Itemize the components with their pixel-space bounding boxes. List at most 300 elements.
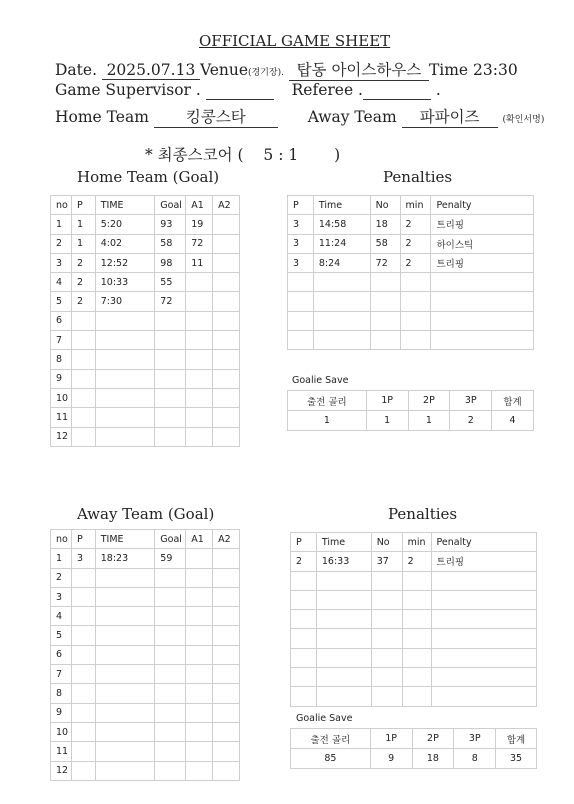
header-cell: 합계 [492,391,534,411]
table-cell [213,761,240,780]
table-cell [71,607,95,626]
table-cell [370,331,400,350]
table-cell: 14:58 [313,215,370,234]
header-cell: Penalty [431,196,534,215]
table-cell [71,626,95,645]
table-row [288,215,534,234]
table-cell [155,427,186,446]
table-cell [155,331,186,350]
home-goals-title: Home Team (Goal) [77,168,220,186]
table-cell [95,703,155,722]
venue-label: Venue [199,61,249,79]
table-cell [155,369,186,388]
table-cell: 5 [51,626,72,645]
table-cell [431,610,536,629]
table-cell [431,292,534,311]
table-row [291,648,537,667]
table-cell: 12:52 [95,253,155,272]
table-cell [213,626,240,645]
table-cell [213,408,240,427]
table-cell [186,369,213,388]
sheet-title: OFFICIAL GAME SHEET [199,32,391,50]
home-goals-table [50,195,240,447]
table-cell [316,668,371,687]
table-cell: 8:24 [313,253,370,272]
table-cell [431,629,536,648]
header-cell: P [71,530,95,549]
header-cell: TIME [95,196,155,215]
table-cell [155,311,186,330]
table-cell [316,687,371,706]
table-cell [155,587,186,606]
table-cell: 19 [186,215,213,234]
table-cell [155,645,186,664]
table-cell: 59 [155,549,186,568]
table-row [288,331,534,350]
header-cell: Penalty [431,533,536,552]
table-cell: 4 [51,273,72,292]
table-cell: 37 [371,552,402,571]
table-row [291,668,537,687]
header-cell: no [51,196,72,215]
table-cell [313,273,370,292]
table-header-row [51,196,240,215]
table-cell: 7 [51,331,72,350]
table-cell: 11 [51,408,72,427]
header-cell: No [371,533,402,552]
table-row [291,552,537,571]
table-cell [155,684,186,703]
table-cell: 12 [51,761,72,780]
table-cell [155,626,186,645]
date-label: Date. [55,61,97,79]
table-cell [371,590,402,609]
table-cell [431,687,536,706]
table-cell [186,722,213,741]
header-cell: Goal [155,530,186,549]
table-cell [186,665,213,684]
table-header-row [291,533,537,552]
table-cell [71,587,95,606]
table-row [51,742,240,761]
table-cell [400,311,431,330]
table-cell [186,311,213,330]
table-cell [71,388,95,407]
goalie-header-row [288,391,534,411]
header-cell: P [291,533,317,552]
table-cell [213,427,240,446]
table-cell [186,703,213,722]
table-cell [291,610,317,629]
table-cell: 1 [71,215,95,234]
table-cell: 3 [51,253,72,272]
table-cell [155,568,186,587]
header-cell: 출전 골리 [291,729,371,749]
table-cell [213,273,240,292]
table-cell [155,722,186,741]
table-cell [186,607,213,626]
table-cell [431,668,536,687]
table-cell [71,703,95,722]
table-row [51,587,240,606]
table-cell [313,331,370,350]
table-row [51,703,240,722]
table-cell: 72 [155,292,186,311]
home-team-label: Home Team [55,108,149,126]
table-cell [371,668,402,687]
table-cell: 18 [370,215,400,234]
table-cell: 트리핑 [431,253,534,272]
table-cell: 5 [51,292,72,311]
header-cell: TIME [95,530,155,549]
table-cell [71,684,95,703]
header-cell: min [400,196,431,215]
table-cell [371,687,402,706]
table-cell [213,665,240,684]
header-cell: A2 [213,196,240,215]
away-team-label: Away Team [307,108,397,126]
table-row [51,253,240,272]
header-cell: No [370,196,400,215]
stat-cell: 4 [492,411,534,431]
away-goals-table [50,529,240,781]
table-cell [288,292,314,311]
table-cell: 3 [71,549,95,568]
table-cell [431,311,534,330]
header-cell: A1 [186,530,213,549]
table-cell [402,590,431,609]
table-cell: 6 [51,645,72,664]
table-cell [95,568,155,587]
table-row [288,273,534,292]
table-row [51,761,240,780]
table-cell [95,665,155,684]
stat-cell: 1 [366,411,408,431]
table-cell [186,292,213,311]
table-cell: 58 [155,234,186,253]
table-row [51,722,240,741]
table-cell [431,590,536,609]
table-cell: 2 [71,273,95,292]
table-cell: 1 [51,549,72,568]
table-cell [186,408,213,427]
table-cell [400,331,431,350]
table-cell: 2 [400,234,431,253]
table-cell [291,629,317,648]
table-cell [402,629,431,648]
goalie-header-row [291,729,537,749]
table-cell [71,568,95,587]
table-row [291,629,537,648]
table-row [51,408,240,427]
table-cell [186,549,213,568]
table-cell [213,234,240,253]
table-row [288,292,534,311]
table-cell [155,350,186,369]
goalie-values-row [291,749,537,769]
table-cell [431,273,534,292]
table-header-row [51,530,240,549]
table-cell [291,648,317,667]
table-cell: 16:33 [316,552,371,571]
table-cell [71,311,95,330]
table-row [51,311,240,330]
table-cell [291,687,317,706]
table-cell [155,408,186,427]
table-cell [213,215,240,234]
header-cell: P [71,196,95,215]
stat-cell: 85 [291,749,371,769]
table-cell: 55 [155,273,186,292]
table-cell: 7:30 [95,292,155,311]
table-cell [186,761,213,780]
teams-row [55,105,544,128]
signature-label: (확인서명) [502,115,545,125]
table-cell: 2 [400,215,431,234]
table-cell [95,408,155,427]
table-row [51,292,240,311]
header-cell: Time [316,533,371,552]
table-cell [291,668,317,687]
table-cell: 72 [370,253,400,272]
table-cell: 12 [51,427,72,446]
table-cell [186,742,213,761]
header-cell: Goal [155,196,186,215]
header-cell: 출전 골리 [288,391,367,411]
table-cell [155,665,186,684]
table-row [51,350,240,369]
table-cell [155,388,186,407]
table-cell [313,292,370,311]
table-cell: 8 [51,350,72,369]
table-cell: 트리핑 [431,215,534,234]
table-cell: 1 [51,215,72,234]
table-cell: 2 [51,234,72,253]
table-cell [186,350,213,369]
table-cell [400,292,431,311]
table-cell: 5:20 [95,215,155,234]
header-cell: 2P [408,391,450,411]
table-cell [431,331,534,350]
header-cell: no [51,530,72,549]
table-cell: 3 [288,234,314,253]
table-cell [402,571,431,590]
header-cell: 3P [450,391,492,411]
table-cell: 11 [186,253,213,272]
stat-cell: 9 [370,749,412,769]
table-cell [71,722,95,741]
table-cell [186,568,213,587]
table-cell [213,607,240,626]
supervisor-label: Game Supervisor . [55,81,201,99]
table-cell [95,350,155,369]
table-cell [213,722,240,741]
table-cell [71,742,95,761]
date-value: 2025.07.13 [102,61,200,80]
table-cell [71,645,95,664]
away-team-value: 파파이즈 [402,105,498,128]
table-cell [95,427,155,446]
stat-cell: 1 [408,411,450,431]
table-row [51,331,240,350]
time-label: Time 23:30 [428,61,518,79]
table-cell: 58 [370,234,400,253]
table-cell [95,626,155,645]
table-cell [316,629,371,648]
table-cell [186,427,213,446]
table-cell [213,742,240,761]
table-row [51,388,240,407]
table-cell: 98 [155,253,186,272]
final-score-close: ) [334,146,341,164]
table-row [51,549,240,568]
table-cell [431,571,536,590]
table-cell [313,311,370,330]
table-cell [316,590,371,609]
table-cell: 11:24 [313,234,370,253]
table-cell: 4:02 [95,234,155,253]
table-row [288,311,534,330]
table-cell [288,331,314,350]
header-cell: Time [313,196,370,215]
table-cell [291,571,317,590]
table-cell [186,626,213,645]
table-cell [155,742,186,761]
table-cell [71,331,95,350]
table-cell [71,427,95,446]
header-cell: 1P [366,391,408,411]
header-cell: A1 [186,196,213,215]
table-cell: 8 [51,684,72,703]
table-cell [213,388,240,407]
header-cell: 2P [412,729,454,749]
table-cell: 2 [400,253,431,272]
table-row [291,687,537,706]
table-cell [291,590,317,609]
table-cell [213,350,240,369]
table-cell [186,273,213,292]
table-cell: 2 [71,292,95,311]
away-penalties-table [290,532,537,707]
table-cell: 3 [51,587,72,606]
table-cell [213,684,240,703]
table-cell [213,369,240,388]
table-cell [186,331,213,350]
table-cell: 2 [402,552,431,571]
table-cell [186,587,213,606]
table-cell [95,369,155,388]
table-cell [213,253,240,272]
stat-cell: 1 [288,411,367,431]
table-cell: 10:33 [95,273,155,292]
table-cell [71,408,95,427]
table-cell [95,388,155,407]
table-cell [371,648,402,667]
table-row [51,215,240,234]
table-row [51,626,240,645]
officials-row [55,81,441,100]
table-cell [186,684,213,703]
away-penalties-title: Penalties [388,505,458,523]
venue-value: 탑동 아이스하우스 [289,58,429,81]
final-score-label: * 최종스코어 ( [145,146,244,164]
table-cell [402,668,431,687]
table-cell: 하이스틱 [431,234,534,253]
table-cell [155,607,186,626]
table-cell [402,610,431,629]
table-cell [213,568,240,587]
away-goals-title: Away Team (Goal) [77,505,215,523]
table-row [51,273,240,292]
table-row [51,234,240,253]
header-cell: 3P [454,729,496,749]
home-goalie-save-table [287,390,534,431]
table-cell [371,610,402,629]
table-cell [186,645,213,664]
referee-end: . [435,81,441,99]
table-row [288,234,534,253]
table-cell [213,311,240,330]
table-cell [316,610,371,629]
table-row [51,684,240,703]
table-cell [288,273,314,292]
table-cell [155,761,186,780]
table-cell: 3 [288,215,314,234]
table-cell: 72 [186,234,213,253]
table-cell [186,388,213,407]
table-cell [370,311,400,330]
stat-cell: 8 [454,749,496,769]
table-cell: 18:23 [95,549,155,568]
table-cell: 2 [291,552,317,571]
table-row [51,427,240,446]
table-cell: 2 [71,253,95,272]
table-row [291,610,537,629]
table-cell: 9 [51,703,72,722]
table-cell: 10 [51,388,72,407]
stat-cell: 18 [412,749,454,769]
final-score-value: 5 : 1 [263,146,299,164]
referee-field [363,81,431,100]
table-cell: 10 [51,722,72,741]
table-row [51,607,240,626]
table-cell: 9 [51,369,72,388]
table-cell [402,648,431,667]
table-cell: 1 [71,234,95,253]
table-cell [213,703,240,722]
table-cell [370,292,400,311]
table-cell: 트리핑 [431,552,536,571]
final-score [145,143,340,165]
header-cell: 합계 [496,729,537,749]
table-cell [400,273,431,292]
table-cell [402,687,431,706]
home-goalie-save-label: Goalie Save [292,375,349,386]
table-row [51,369,240,388]
table-cell: 4 [51,607,72,626]
table-cell [213,549,240,568]
header-cell: A2 [213,530,240,549]
table-cell [95,331,155,350]
home-penalties-table [287,195,534,350]
table-cell [431,648,536,667]
table-cell: 93 [155,215,186,234]
table-cell [95,761,155,780]
table-cell [95,311,155,330]
table-row [288,253,534,272]
table-cell [95,587,155,606]
table-cell [95,645,155,664]
